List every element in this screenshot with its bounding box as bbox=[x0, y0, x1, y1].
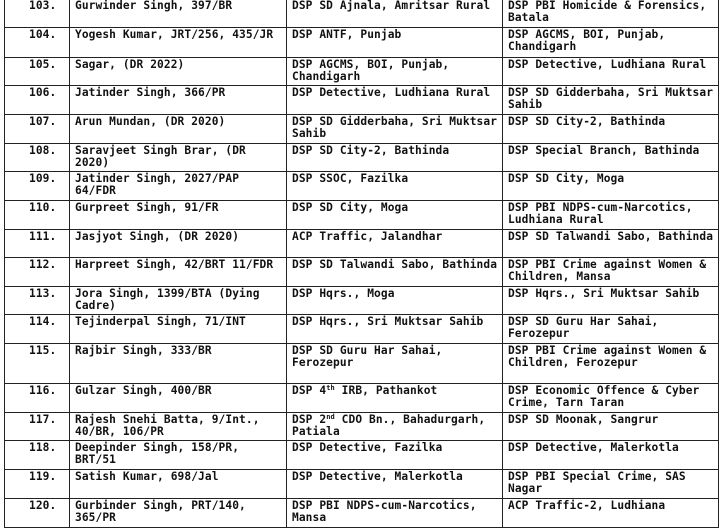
posted-from: ACP Traffic, Jalandhar bbox=[287, 230, 503, 258]
posted-from: DSP Hqrs., Sri Muktsar Sahib bbox=[287, 315, 503, 344]
posted-from: DSP AGCMS, BOI, Punjab, Chandigarh bbox=[287, 58, 503, 86]
officer-name: Gulzar Singh, 400/BR bbox=[70, 384, 287, 413]
officer-name: Deepinder Singh, 158/PR, BRT/51 bbox=[70, 441, 287, 470]
table-row bbox=[5, 441, 719, 470]
serial-number: 118. bbox=[5, 441, 70, 470]
serial-number: 105. bbox=[5, 58, 70, 86]
table-row bbox=[5, 58, 719, 86]
officer-name: Arun Mundan, (DR 2020) bbox=[70, 115, 287, 144]
officer-name: Jora Singh, 1399/BTA (Dying Cadre) bbox=[70, 287, 287, 315]
table-row bbox=[5, 258, 719, 287]
posted-from bbox=[287, 384, 503, 413]
table-row bbox=[5, 315, 719, 344]
posted-to: DSP SD City, Moga bbox=[503, 172, 719, 201]
officer-name: Rajesh Snehi Batta, 9/Int., 40/BR, 106/PR bbox=[70, 413, 287, 441]
posted-from: DSP Detective, Fazilka bbox=[287, 441, 503, 470]
officer-name: Saravjeet Singh Brar, (DR 2020) bbox=[70, 144, 287, 172]
posted-to: ACP Traffic-2, Ludhiana bbox=[503, 499, 719, 528]
serial-number: 119. bbox=[5, 470, 70, 499]
officer-name: Rajbir Singh, 333/BR bbox=[70, 344, 287, 384]
serial-number: 110. bbox=[5, 201, 70, 230]
table-row bbox=[5, 28, 719, 58]
posted-from-prefix: DSP 4 bbox=[292, 384, 327, 397]
posted-from-prefix: DSP 2 bbox=[292, 413, 327, 426]
serial-number: 104. bbox=[5, 28, 70, 58]
posted-to: DSP Detective, Malerkotla bbox=[503, 441, 719, 470]
posted-from: DSP ANTF, Punjab bbox=[287, 28, 503, 58]
table-row bbox=[5, 115, 719, 144]
ordinal-suffix: nd bbox=[326, 413, 335, 421]
table-row bbox=[5, 344, 719, 384]
officer-name: Jatinder Singh, 2027/PAP 64/FDR bbox=[70, 172, 287, 201]
posted-to: DSP PBI Homicide & Forensics, Batala bbox=[503, 0, 719, 28]
posted-from: DSP Hqrs., Moga bbox=[287, 287, 503, 315]
table-row bbox=[5, 413, 719, 441]
posted-to: DSP Hqrs., Sri Muktsar Sahib bbox=[503, 287, 719, 315]
officer-name: Satish Kumar, 698/Jal bbox=[70, 470, 287, 499]
posted-to: DSP PBI NDPS-cum-Narcotics, Ludhiana Rural bbox=[503, 201, 719, 230]
posted-from: DSP Detective, Ludhiana Rural bbox=[287, 86, 503, 115]
officer-name: Gurpreet Singh, 91/FR bbox=[70, 201, 287, 230]
posted-to: DSP PBI Special Crime, SAS Nagar bbox=[503, 470, 719, 499]
serial-number: 108. bbox=[5, 144, 70, 172]
table-row bbox=[5, 470, 719, 499]
posted-from: DSP SD Gidderbaha, Sri Muktsar Sahib bbox=[287, 115, 503, 144]
table-row bbox=[5, 230, 719, 258]
officer-name: Gurbinder Singh, PRT/140, 365/PR bbox=[70, 499, 287, 528]
posted-from: DSP SD City-2, Bathinda bbox=[287, 144, 503, 172]
posted-from: DSP SD City, Moga bbox=[287, 201, 503, 230]
table-row bbox=[5, 287, 719, 315]
serial-number: 107. bbox=[5, 115, 70, 144]
serial-number: 120. bbox=[5, 499, 70, 528]
table-row bbox=[5, 86, 719, 115]
officer-name: Jasjyot Singh, (DR 2020) bbox=[70, 230, 287, 258]
table-row bbox=[5, 0, 719, 28]
serial-number: 115. bbox=[5, 344, 70, 384]
posted-to: DSP SD Moonak, Sangrur bbox=[503, 413, 719, 441]
posted-to: DSP SD Gidderbaha, Sri Muktsar Sahib bbox=[503, 86, 719, 115]
officer-name: Yogesh Kumar, JRT/256, 435/JR bbox=[70, 28, 287, 58]
posted-to: DSP SD Guru Har Sahai, Ferozepur bbox=[503, 315, 719, 344]
officer-name: Jatinder Singh, 366/PR bbox=[70, 86, 287, 115]
posted-to: DSP Special Branch, Bathinda bbox=[503, 144, 719, 172]
table-row bbox=[5, 499, 719, 528]
serial-number: 114. bbox=[5, 315, 70, 344]
table-row bbox=[5, 201, 719, 230]
posted-to: DSP Detective, Ludhiana Rural bbox=[503, 58, 719, 86]
posted-from bbox=[287, 413, 503, 441]
posted-from: DSP SD Ajnala, Amritsar Rural bbox=[287, 0, 503, 28]
transfer-table bbox=[4, 0, 719, 528]
posted-to: DSP PBI Crime against Women & Children, Mansa bbox=[503, 258, 719, 287]
posted-from: DSP PBI NDPS-cum-Narcotics, Mansa bbox=[287, 499, 503, 528]
serial-number: 103. bbox=[5, 0, 70, 28]
posted-from: DSP SD Guru Har Sahai, Ferozepur bbox=[287, 344, 503, 384]
serial-number: 116. bbox=[5, 384, 70, 413]
posted-from-rest: CDO Bn., Bahadurgarh, Patiala bbox=[292, 413, 486, 438]
officer-name: Harpreet Singh, 42/BRT 11/FDR bbox=[70, 258, 287, 287]
serial-number: 113. bbox=[5, 287, 70, 315]
posted-to: DSP Economic Offence & Cyber Crime, Tarn Taran bbox=[503, 384, 719, 413]
posted-from: DSP SSOC, Fazilka bbox=[287, 172, 503, 201]
officer-name: Tejinderpal Singh, 71/INT bbox=[70, 315, 287, 344]
posted-from-rest: IRB, Pathankot bbox=[334, 384, 438, 397]
officer-name: Sagar, (DR 2022) bbox=[70, 58, 287, 86]
serial-number: 106. bbox=[5, 86, 70, 115]
ordinal-suffix: th bbox=[326, 384, 335, 392]
serial-number: 109. bbox=[5, 172, 70, 201]
posted-from: DSP Detective, Malerkotla bbox=[287, 470, 503, 499]
posted-to: DSP AGCMS, BOI, Punjab, Chandigarh bbox=[503, 28, 719, 58]
table-row bbox=[5, 144, 719, 172]
officer-name: Gurwinder Singh, 397/BR bbox=[70, 0, 287, 28]
posted-to: DSP SD City-2, Bathinda bbox=[503, 115, 719, 144]
serial-number: 112. bbox=[5, 258, 70, 287]
posted-from: DSP SD Talwandi Sabo, Bathinda bbox=[287, 258, 503, 287]
posted-to: DSP SD Talwandi Sabo, Bathinda bbox=[503, 230, 719, 258]
posted-to: DSP PBI Crime against Women & Children, Ferozepur bbox=[503, 344, 719, 384]
serial-number: 111. bbox=[5, 230, 70, 258]
serial-number: 117. bbox=[5, 413, 70, 441]
table-row bbox=[5, 384, 719, 413]
table-row bbox=[5, 172, 719, 201]
